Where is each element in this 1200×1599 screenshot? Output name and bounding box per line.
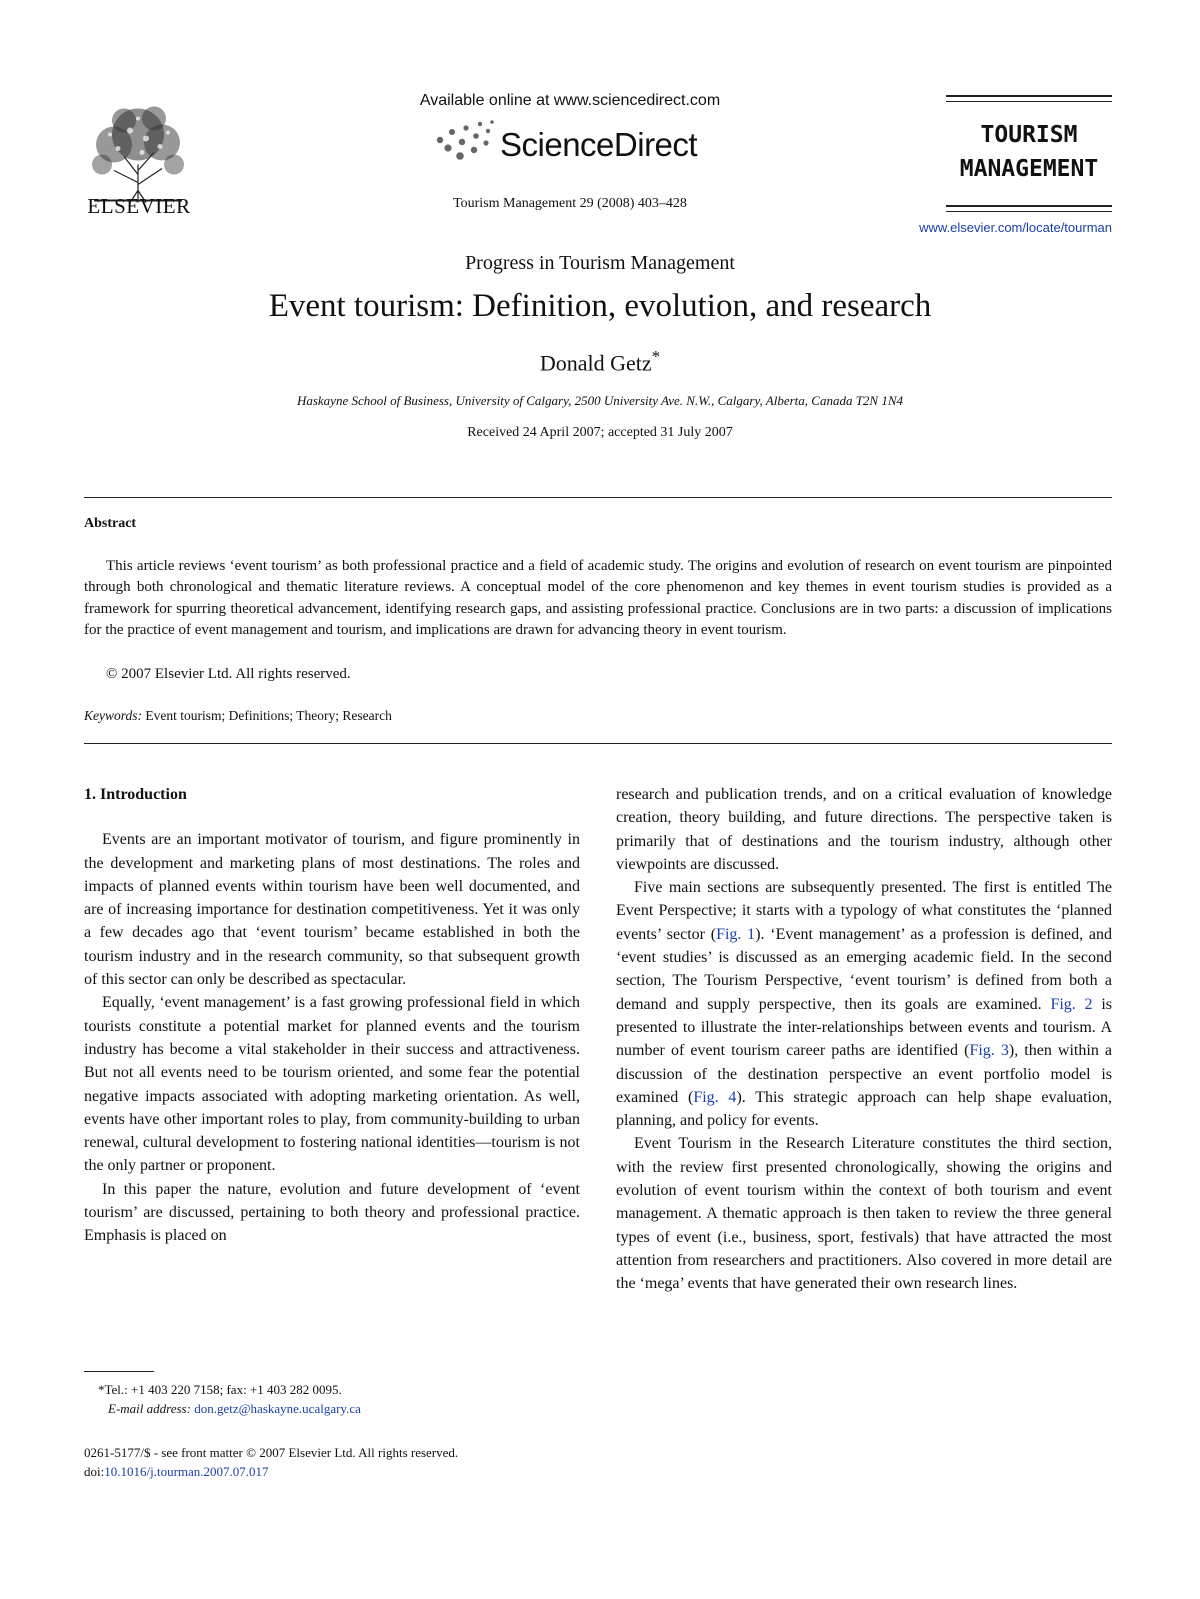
fig1-link[interactable]: Fig. 1 [716, 925, 756, 943]
fig4-link[interactable]: Fig. 4 [693, 1088, 737, 1106]
body-paragraph: research and publication trends, and on a critical evaluation of knowledge creation, theory building, and future directions. The perspective taken is primarily that of destinations and the tourism industry, although other viewpoints are discussed. [616, 786, 1112, 873]
fig3-link[interactable]: Fig. 3 [969, 1042, 1009, 1060]
paragraph-text: Five main sections are subsequently presented. The first is entitled The Event Perspective; it starts with a typology of what constitutes the ‘planned events’ sector ( [616, 879, 1112, 943]
author-footnote-mark[interactable]: * [651, 347, 661, 366]
email-label: E-mail address: [108, 1401, 191, 1416]
email-link[interactable]: don.getz@haskayne.ucalgary.ca [194, 1401, 361, 1416]
journal-rule-top [946, 95, 1112, 102]
intro-heading: 1. Introduction [84, 786, 187, 803]
footnote-email-line [84, 1399, 580, 1418]
paragraph-text: ). This strategic approach can help shape evaluation, planning, and policy for events. [616, 1088, 1113, 1130]
keywords-label: Keywords: [84, 708, 142, 723]
received-dates: Received 24 April 2007; accepted 31 July 2007 [467, 425, 733, 440]
journal-reference: Tourism Management 29 (2008) 403–428 [453, 196, 687, 211]
body-paragraph: Events are an important motivator of tourism, and figure prominently in the development and marketing plans of most destinations. The roles and impacts of planned events within tourism have been well documented, and are of increasing importance for destination competitiveness. Yet it was only a few decades ago that ‘event tourism’ became established in both the tourism industry and in the research community, so that subsequent growth of this sector can only be described as spectacular. [84, 831, 580, 989]
journal-title-line2: MANAGEMENT [959, 156, 1099, 182]
keywords-list: Event tourism; Definitions; Theory; Research [145, 708, 392, 723]
article-title: Event tourism: Definition, evolution, and research [268, 288, 932, 324]
section-label: Progress in Tourism Management [465, 252, 735, 274]
sciencedirect-wordmark: ScienceDirect [500, 126, 698, 163]
keywords [84, 708, 392, 724]
footnote-tel: *Tel.: +1 403 220 7158; fax: +1 403 282 0095. [98, 1382, 342, 1397]
body-paragraph: In this paper the nature, evolution and future development of ‘event tourism’ are discussed, pertaining to both theory and professional practice. Emphasis is placed on [84, 1180, 580, 1245]
body-column-left [84, 783, 580, 1248]
author-affiliation: Haskayne School of Business, University of Calgary, 2500 University Ave. N.W., Calgary, Alberta, Canada T2N 1N4 [296, 393, 904, 408]
bottom-info [84, 1443, 604, 1481]
elsevier-wordmark: ELSEVIER [87, 194, 191, 218]
paragraph-text: ), then within a discussion of the destination perspective an event portfolio model is examined ( [616, 1042, 1112, 1106]
fig2-link[interactable]: Fig. 2 [1050, 995, 1093, 1013]
journal-rule-bottom [946, 205, 1112, 212]
body-paragraph: Equally, ‘event management’ is a fast growing professional field in which tourists constitute a potential market for planned events and the tourism industry has become a vital stakeholder in their success and attractiveness. But not all events need to be tourism oriented, and some fear the potential negative impacts associated with adopting marketing orientation. As well, events have other important roles to play, from community-building to urban renewal, cultural development to fostering national identities—tourism is not the only partner or proponent. [84, 994, 580, 1175]
footnote-rule [84, 1371, 154, 1372]
front-matter: 0261-5177/$ - see front matter © 2007 Elsevier Ltd. All rights reserved. [84, 1445, 459, 1460]
body-paragraph [616, 876, 1112, 1132]
doi-label: doi: [84, 1464, 105, 1479]
doi-line [84, 1462, 604, 1481]
paragraph-text: is presented to illustrate the inter-relationships between events and tourism. A number of event tourism career paths are identified ( [616, 995, 1113, 1060]
footnote [84, 1380, 580, 1418]
abstract-rule-top [84, 497, 1112, 498]
abstract-rule-bottom [84, 743, 1112, 744]
abstract-text: This article reviews ‘event tourism’ as both professional practice and a field of academic study. The origins and evolution of research on event tourism are pinpointed through both chronological and thematic literature reviews. A conceptual model of the core phenomenon and key themes in event tourism studies is provided as a framework for spurring theoretical advancement, identifying research gaps, and assisting professional practice. Conclusions are in two parts: a discussion of implications for the practice of event management and tourism, and implications are drawn for advancing theory in event tourism. [84, 558, 1112, 638]
abstract-heading: Abstract [84, 516, 137, 531]
body-paragraph: Event Tourism in the Research Literature constitutes the third section, with the review first presented chronologically, showing the origins and evolution of event tourism within the context of both tourism and event management. A thematic approach is then taken to review the three general types of event (i.e., business, sport, festivals) that have attracted the most attention from researchers and practitioners. Also covered in more detail are the ‘mega’ events that have generated their own research lines. [616, 1135, 1112, 1293]
author-name [0, 347, 1200, 376]
author-text: Donald Getz [539, 350, 652, 376]
doi-link[interactable]: 10.1016/j.tourman.2007.07.017 [104, 1464, 269, 1479]
journal-title-line1: TOURISM [980, 122, 1078, 148]
journal-url-link[interactable]: www.elsevier.com/locate/tourman [919, 220, 1112, 235]
journal-title [946, 118, 1112, 186]
abstract-copyright: © 2007 Elsevier Ltd. All rights reserved. [106, 666, 351, 682]
paragraph-text: ). ‘Event management’ as a profession is defined, and ‘event studies’ is discussed as an emerging academic field. In the second section, The Tourism Perspective, ‘event tourism’ is defined from both a demand and supply perspective, then its goals are examined. [616, 925, 1112, 1013]
available-online-text: Available online at www.sciencedirect.com [419, 92, 721, 109]
body-column-right [616, 783, 1112, 1296]
